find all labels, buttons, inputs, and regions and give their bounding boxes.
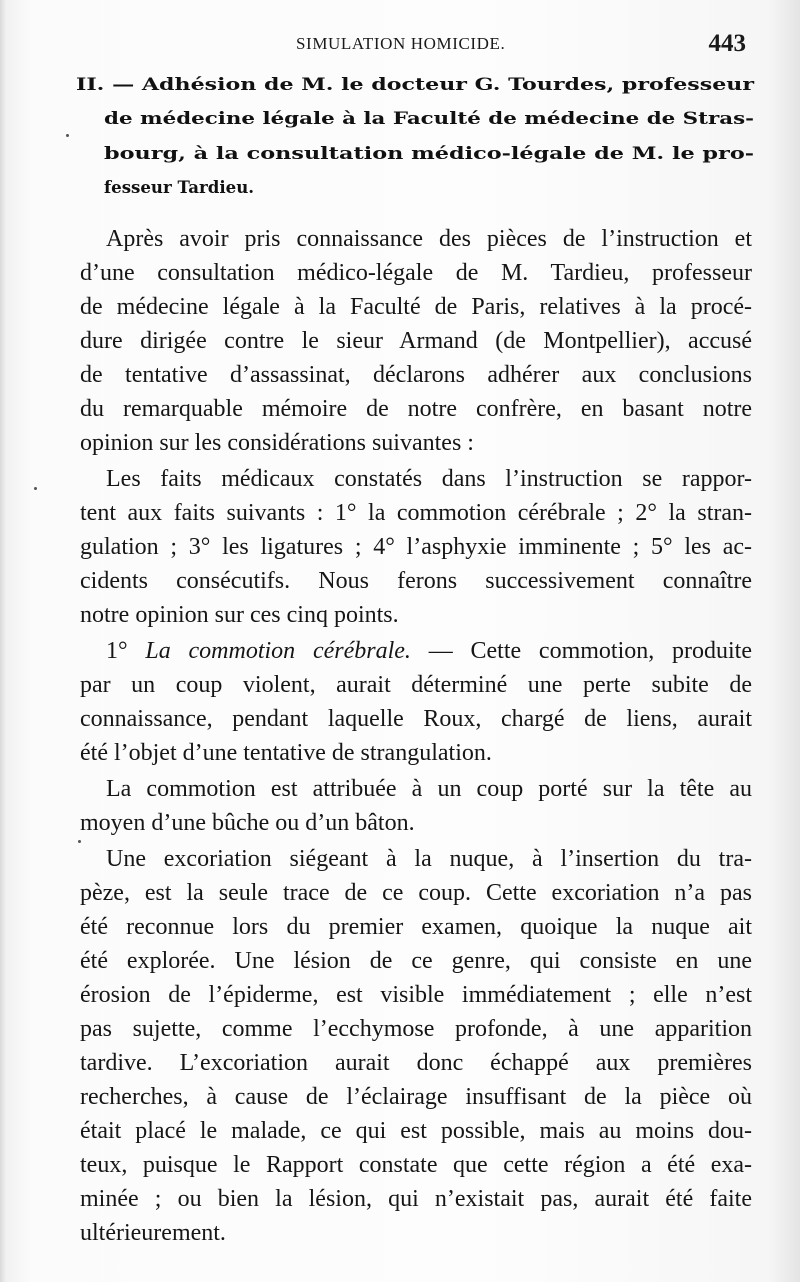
heading-line: bourg, à la consultation médico-légale de M. le pro- bbox=[104, 143, 755, 163]
text-line: dure dirigée contre le sieur Armand (de Montpellier), accusé bbox=[80, 328, 752, 354]
heading-line: II. — Adhésion de M. le docteur G. Tourdes, professeur bbox=[76, 74, 755, 94]
text-line: été reconnue lors du premier examen, quoique la nuque ait bbox=[80, 914, 752, 940]
text-line: tardive. L’excoriation aurait donc échappé aux premières bbox=[80, 1050, 752, 1076]
text-line: notre opinion sur ces cinq points. bbox=[80, 602, 399, 628]
running-head bbox=[0, 30, 800, 64]
print-speck bbox=[66, 134, 69, 137]
text-line: de tentative d’assassinat, déclarons adhérer aux conclusions bbox=[80, 362, 752, 388]
text-line: minée ; ou bien la lésion, qui n’existait pas, aurait été faite bbox=[80, 1186, 752, 1212]
text-line: opinion sur les considérations suivantes : bbox=[80, 430, 474, 456]
item-title: La commotion cérébrale. bbox=[145, 638, 411, 664]
text-line bbox=[106, 638, 752, 672]
text-line: été explorée. Une lésion de ce genre, qui consiste en une bbox=[80, 948, 752, 974]
text-line: connaissance, pendant laquelle Roux, chargé de liens, aurait bbox=[80, 706, 752, 732]
text-line: pèze, est la seule trace de ce coup. Cette excoriation n’a pas bbox=[80, 880, 752, 906]
page-number: 443 bbox=[708, 30, 746, 57]
text-line: érosion de l’épiderme, est visible immédiatement ; elle n’est bbox=[80, 982, 752, 1008]
print-speck bbox=[78, 840, 81, 843]
text-line: recherches, à cause de l’éclairage insuffisant de la pièce où bbox=[80, 1084, 752, 1110]
text-line: Après avoir pris connaissance des pièces de l’instruction et bbox=[106, 226, 752, 252]
text-line: La commotion est attribuée à un coup porté sur la tête au bbox=[106, 776, 752, 802]
running-title: SIMULATION HOMICIDE. bbox=[296, 34, 506, 53]
text-line: été l’objet d’une tentative de strangulation. bbox=[80, 740, 492, 766]
text-line: était placé le malade, ce qui est possible, mais au moins dou- bbox=[80, 1118, 752, 1144]
text-line: d’une consultation médico-légale de M. Tardieu, professeur bbox=[80, 260, 752, 286]
text-line: tent aux faits suivants : 1° la commotion cérébrale ; 2° la stran- bbox=[80, 500, 752, 526]
text-line: ultérieurement. bbox=[80, 1220, 226, 1246]
text-line: cidents consécutifs. Nous ferons successivement connaître bbox=[80, 568, 752, 594]
text-line: gulation ; 3° les ligatures ; 4° l’asphyxie imminente ; 5° les ac- bbox=[80, 534, 752, 560]
text-line: teux, puisque le Rapport constate que cette région a été exa- bbox=[80, 1152, 752, 1178]
heading-line: fesseur Tardieu. bbox=[104, 177, 255, 197]
text-line: du remarquable mémoire de notre confrère, en basant notre bbox=[80, 396, 752, 422]
print-speck bbox=[34, 487, 37, 490]
text-line: moyen d’une bûche ou d’un bâton. bbox=[80, 810, 415, 836]
item-number: 1° bbox=[106, 638, 128, 664]
heading-line: de médecine légale à la Faculté de médecine de Stras- bbox=[104, 108, 755, 128]
item-text: — Cette commotion, produite bbox=[428, 638, 752, 664]
text-line: de médecine légale à la Faculté de Paris, relatives à la procé- bbox=[80, 294, 752, 320]
text-line: par un coup violent, aurait déterminé une perte subite de bbox=[80, 672, 752, 698]
text-line: Les faits médicaux constatés dans l’instruction se rappor- bbox=[106, 466, 752, 492]
text-line: pas sujette, comme l’ecchymose profonde, à une apparition bbox=[80, 1016, 752, 1042]
text-line: Une excoriation siégeant à la nuque, à l’insertion du tra- bbox=[106, 846, 752, 872]
